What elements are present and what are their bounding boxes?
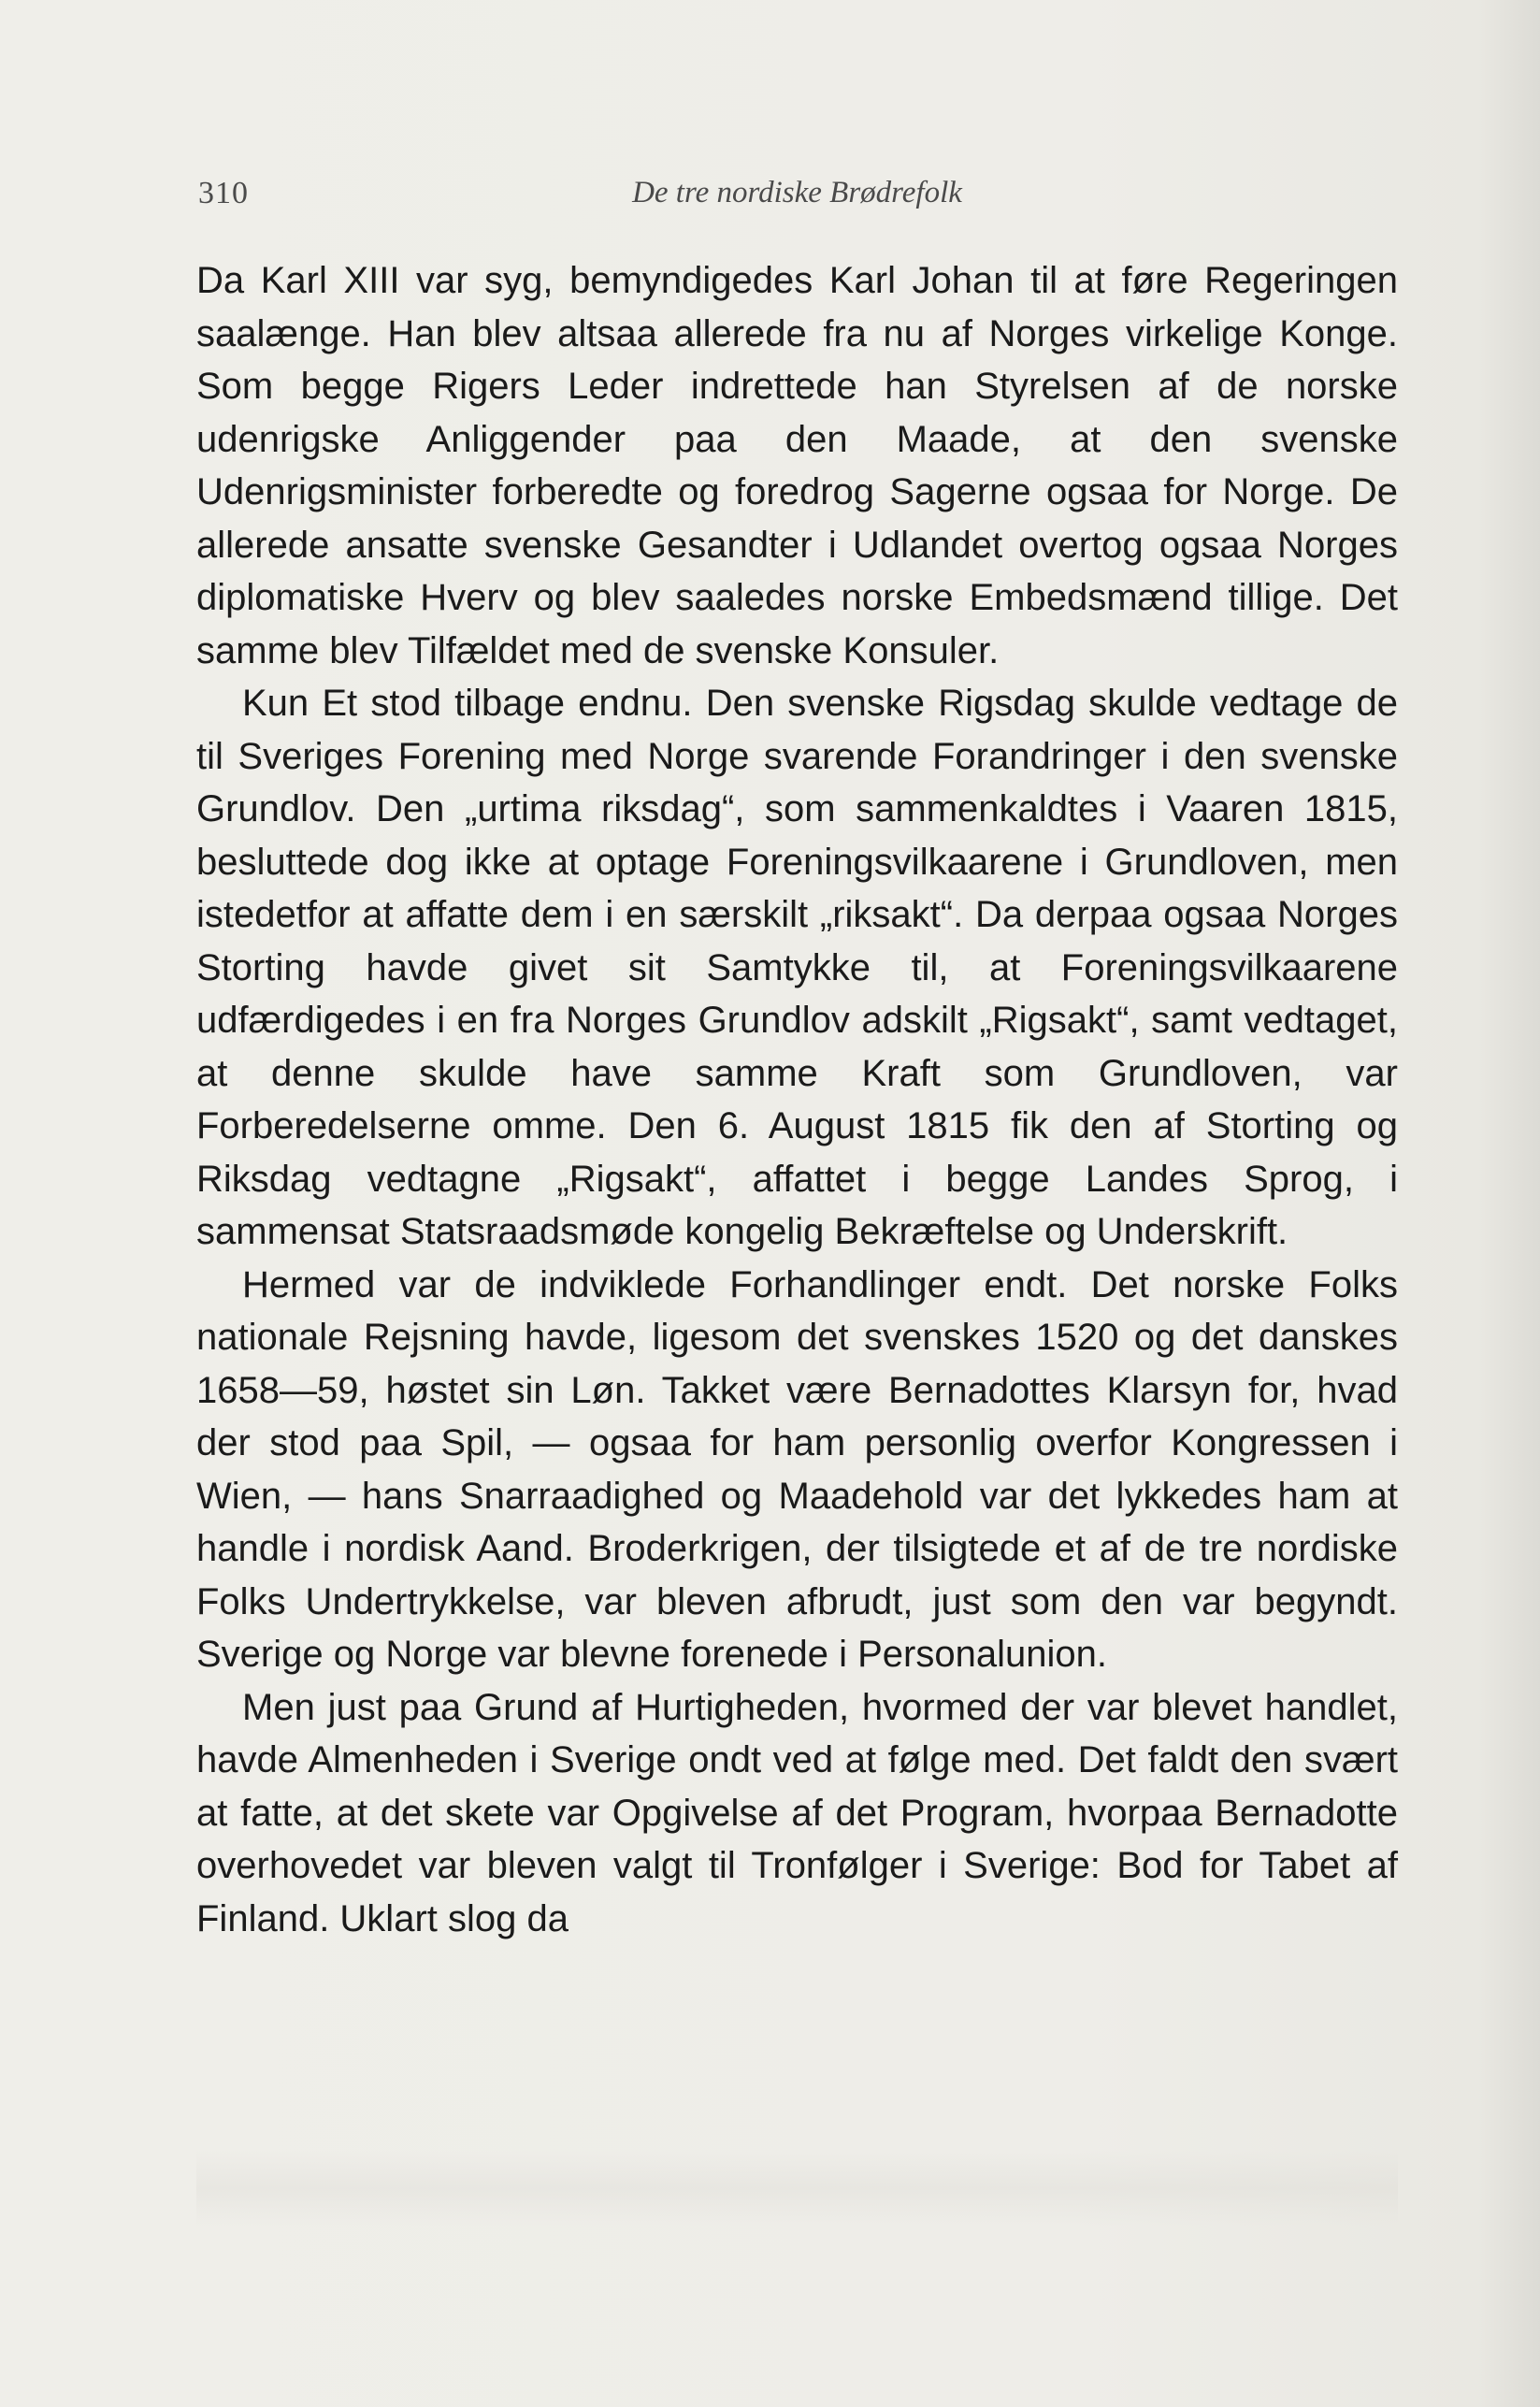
- page-number: 310: [198, 176, 249, 210]
- paragraph-2: Kun Et stod tilbage endnu. Den svenske Rigsdag skulde vedtage de til Sveriges Forening med Norge svarende Forandringer i den svenske Grundlov. Den „urtima riksdag“, som sammenkaldtes i Vaaren 1815, besluttede dog ikke at optage Foreningsvilkaarene i Grundloven, men istedetfor at affatte dem i en særskilt „riksakt“. Da derpaa ogsaa Norges Storting havde givet sit Samtykke til, at Foreningsvilkaarene udfærdigedes i en fra Norges Grundlov adskilt „Rigsakt“, samt vedtaget, at denne skulde have samme Kraft som Grundloven, var Forberedelserne omme. Den 6. August 1815 fik den af Storting og Riksdag vedtagne „Rigsakt“, affattet i begge Landes Sprog, i sammensat Statsraadsmøde kongelig Bekræftelse og Underskrift.: [196, 683, 1398, 1252]
- page-header: [196, 176, 1398, 223]
- paragraph-3: Hermed var de indviklede Forhandlinger endt. Det norske Folks nationale Rejsning havde, ligesom det svenskes 1520 og det danskes 1658—59, høstet sin Løn. Takket være Bernadottes Klarsyn for, hvad der stod paa Spil, — ogsaa for ham personlig overfor Kongressen i Wien, — hans Snarraadighed og Maadehold var det lykkedes ham at handle i nordisk Aand. Broderkrigen, der tilsigtede et af de tre nordiske Folks Undertrykkelse, var bleven afbrudt, just som den var begyndt. Sverige og Norge var blevne forenede i Personalunion.: [196, 1263, 1398, 1675]
- body-text: [196, 254, 1398, 1945]
- paragraph-1: Da Karl XIII var syg, bemyndigedes Karl Johan til at føre Regeringen saalænge. Han blev altsaa allerede fra nu af Norges virkelige Konge. Som begge Rigers Leder indrettede han Styrelsen af de norske udenrigske Anliggender paa den Maade, at den svenske Udenrigsminister forberedte og foredrog Sagerne ogsaa for Norge. De allerede ansatte svenske Gesandter i Udlandet overtog ogsaa Norges diplomatiske Hverv og blev saaledes norske Embedsmænd tillige. Det samme blev Tilfældet med de svenske Konsuler.: [196, 260, 1398, 671]
- running-title: De tre nordiske Brødrefolk: [632, 176, 962, 209]
- paragraph-4: Men just paa Grund af Hurtigheden, hvormed der var blevet handlet, havde Almenheden i Sverige ondt ved at følge med. Det faldt den svært at fatte, at det skete var Opgivelse af det Program, hvorpaa Bernadotte overhovedet var bleven valgt til Tronfølger i Sverige: Bod for Tabet af Finland. Uklart slog da: [196, 1686, 1398, 1939]
- bleed-through-shadow: [196, 2151, 1398, 2226]
